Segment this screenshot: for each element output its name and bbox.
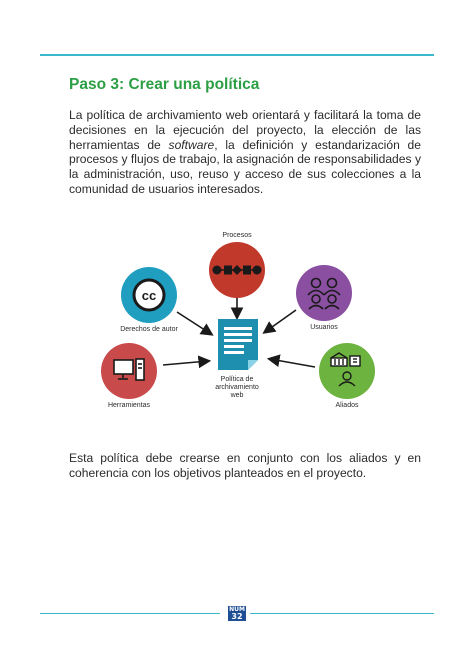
bottom-divider-right	[250, 613, 434, 614]
usuarios-label: Usuarios	[310, 324, 338, 331]
svg-text:cc: cc	[141, 288, 157, 303]
intro-paragraph	[69, 108, 421, 197]
section-title: Paso 3: Crear una política	[69, 76, 260, 93]
center-label-line2: archivamiento	[215, 384, 259, 391]
arrow-usuarios	[265, 310, 296, 332]
intro-text-b: , la definición y estandarización de procesos y flujos de trabajo, la asignación de responsabilidades y la administración, uso, reuso y acceso de sus colecciones a la comunidad de usuarios interesados.	[69, 137, 421, 196]
node-center	[215, 319, 259, 399]
closing-paragraph: Esta política debe crearse en conjunto con los aliados y en coherencia con los objetivos planteados en el proyecto.	[69, 451, 421, 480]
badge-top-text: NUM	[229, 606, 245, 613]
aliados-circle	[319, 343, 375, 399]
bottom-divider-left	[40, 613, 220, 614]
page-number: 32	[231, 611, 243, 621]
herramientas-label: Herramientas	[107, 402, 151, 409]
arrow-derechos	[177, 312, 211, 334]
node-derechos	[120, 267, 178, 333]
policy-diagram	[0, 220, 474, 420]
page-number-badge	[228, 606, 246, 621]
center-label-line1: Política de	[220, 376, 254, 383]
aliados-label: Aliados	[335, 402, 359, 409]
arrow-aliados	[270, 359, 315, 367]
center-label-line3: web	[230, 392, 244, 399]
usuarios-circle	[296, 265, 352, 321]
arrow-herramientas	[163, 361, 208, 365]
node-procesos	[209, 232, 265, 298]
top-divider	[40, 54, 434, 56]
intro-text-a: La política de archivamiento web orientará y facilitará la toma de decisiones en la ejecución del proyecto, la elección de las herramientas de	[69, 108, 421, 152]
document-icon	[218, 319, 258, 370]
node-aliados	[319, 343, 375, 409]
creative-commons-icon	[134, 280, 164, 310]
node-usuarios	[296, 265, 352, 331]
node-herramientas	[101, 343, 157, 409]
derechos-label: Derechos de autor	[120, 326, 178, 333]
intro-italic-term: software	[168, 137, 215, 152]
procesos-label: Procesos	[222, 232, 252, 239]
